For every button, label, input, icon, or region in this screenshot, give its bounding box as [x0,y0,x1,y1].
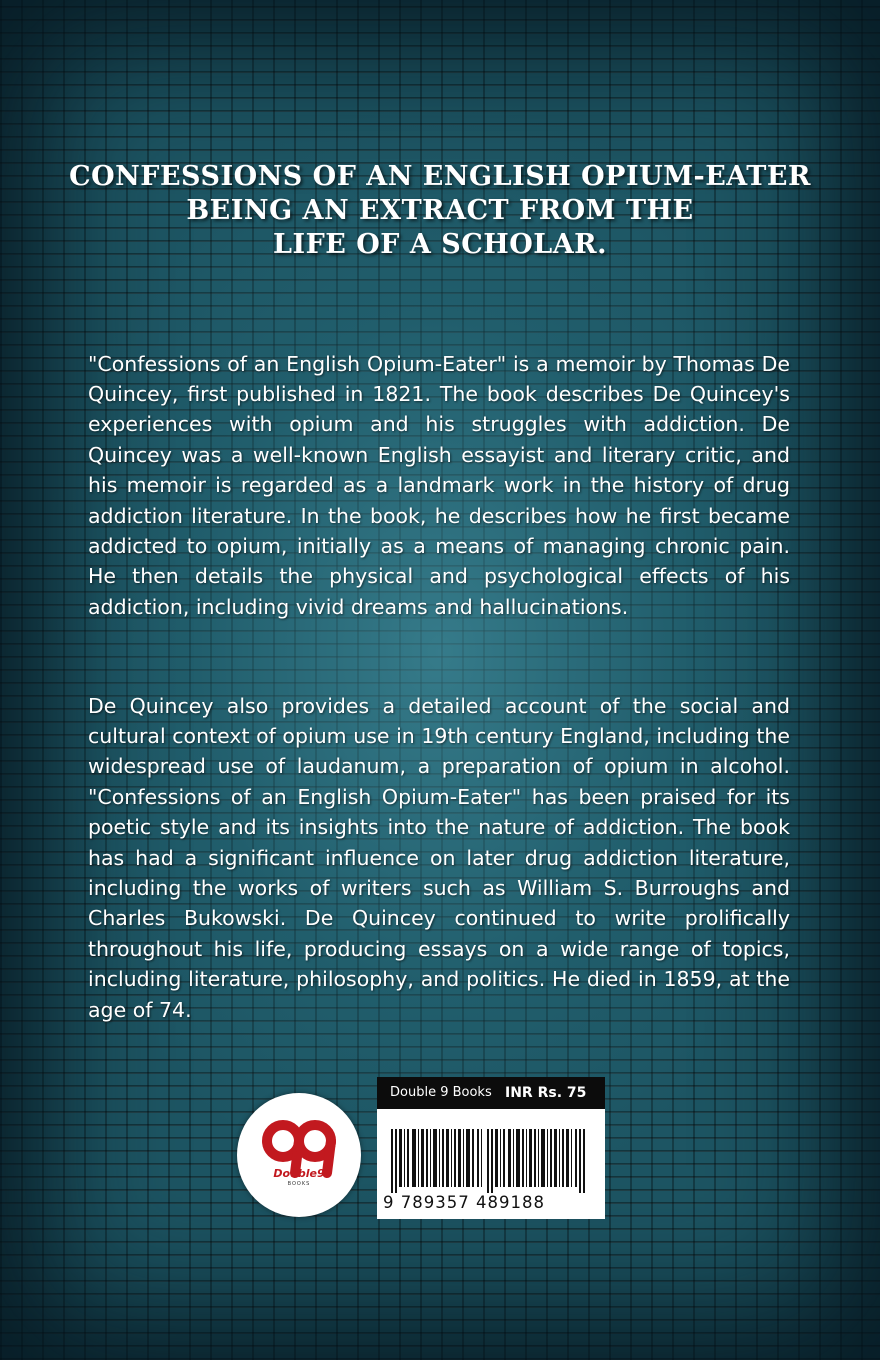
barcode-bars-icon [391,1129,591,1193]
double-nine-icon [237,1093,361,1217]
title-line-1: CONFESSIONS OF AN ENGLISH OPIUM-EATER [69,161,811,192]
book-title [60,160,820,262]
barcode [377,1109,605,1219]
logo-name: Double9 [273,1167,325,1180]
publisher-name: Double 9 Books [390,1085,492,1100]
description-paragraph-2: De Quincey also provides a detailed account of the social and cultural context of opium use in 19th century England, including the widespread use of laudanum, a preparation of opium in alcohol. "Confessions of an English Opium-Eater" has been praised for its poetic style and its insights into the nature of addiction. The book has had a significant influence on later drug addiction literature, including the works of writers such as William S. Burroughs and Charles Bukowski. De Quincey continued to write prolifically throughout his life, producing essays on a wide range of topics, including literature, philosophy, and politics. He died in 1859, at the age of 74. [88,693,790,1022]
title-line-3: LIFE OF A SCHOLAR. [273,229,607,260]
publisher-logo [237,1093,361,1217]
isbn-number: 9 789357 489188 [383,1193,545,1212]
price-bar [377,1077,605,1109]
logo-subtitle: BOOKS [287,1181,311,1187]
title-line-2: BEING AN EXTRACT FROM THE [186,195,694,226]
description-paragraph-1: "Confessions of an English Opium-Eater" is a memoir by Thomas De Quincey, first published in 1821. The book describes De Quincey's experiences with opium and his struggles with addiction. De Quincey was a well-known English essayist and literary critic, and his memoir is regarded as a landmark work in the history of drug addiction literature. In the book, he describes how he first became addicted to opium, initially as a means of managing chronic pain. He then details the physical and psychological effects of his addiction, including vivid dreams and hallucinations. [88,351,790,619]
price-label: INR Rs. 75 [505,1085,587,1101]
